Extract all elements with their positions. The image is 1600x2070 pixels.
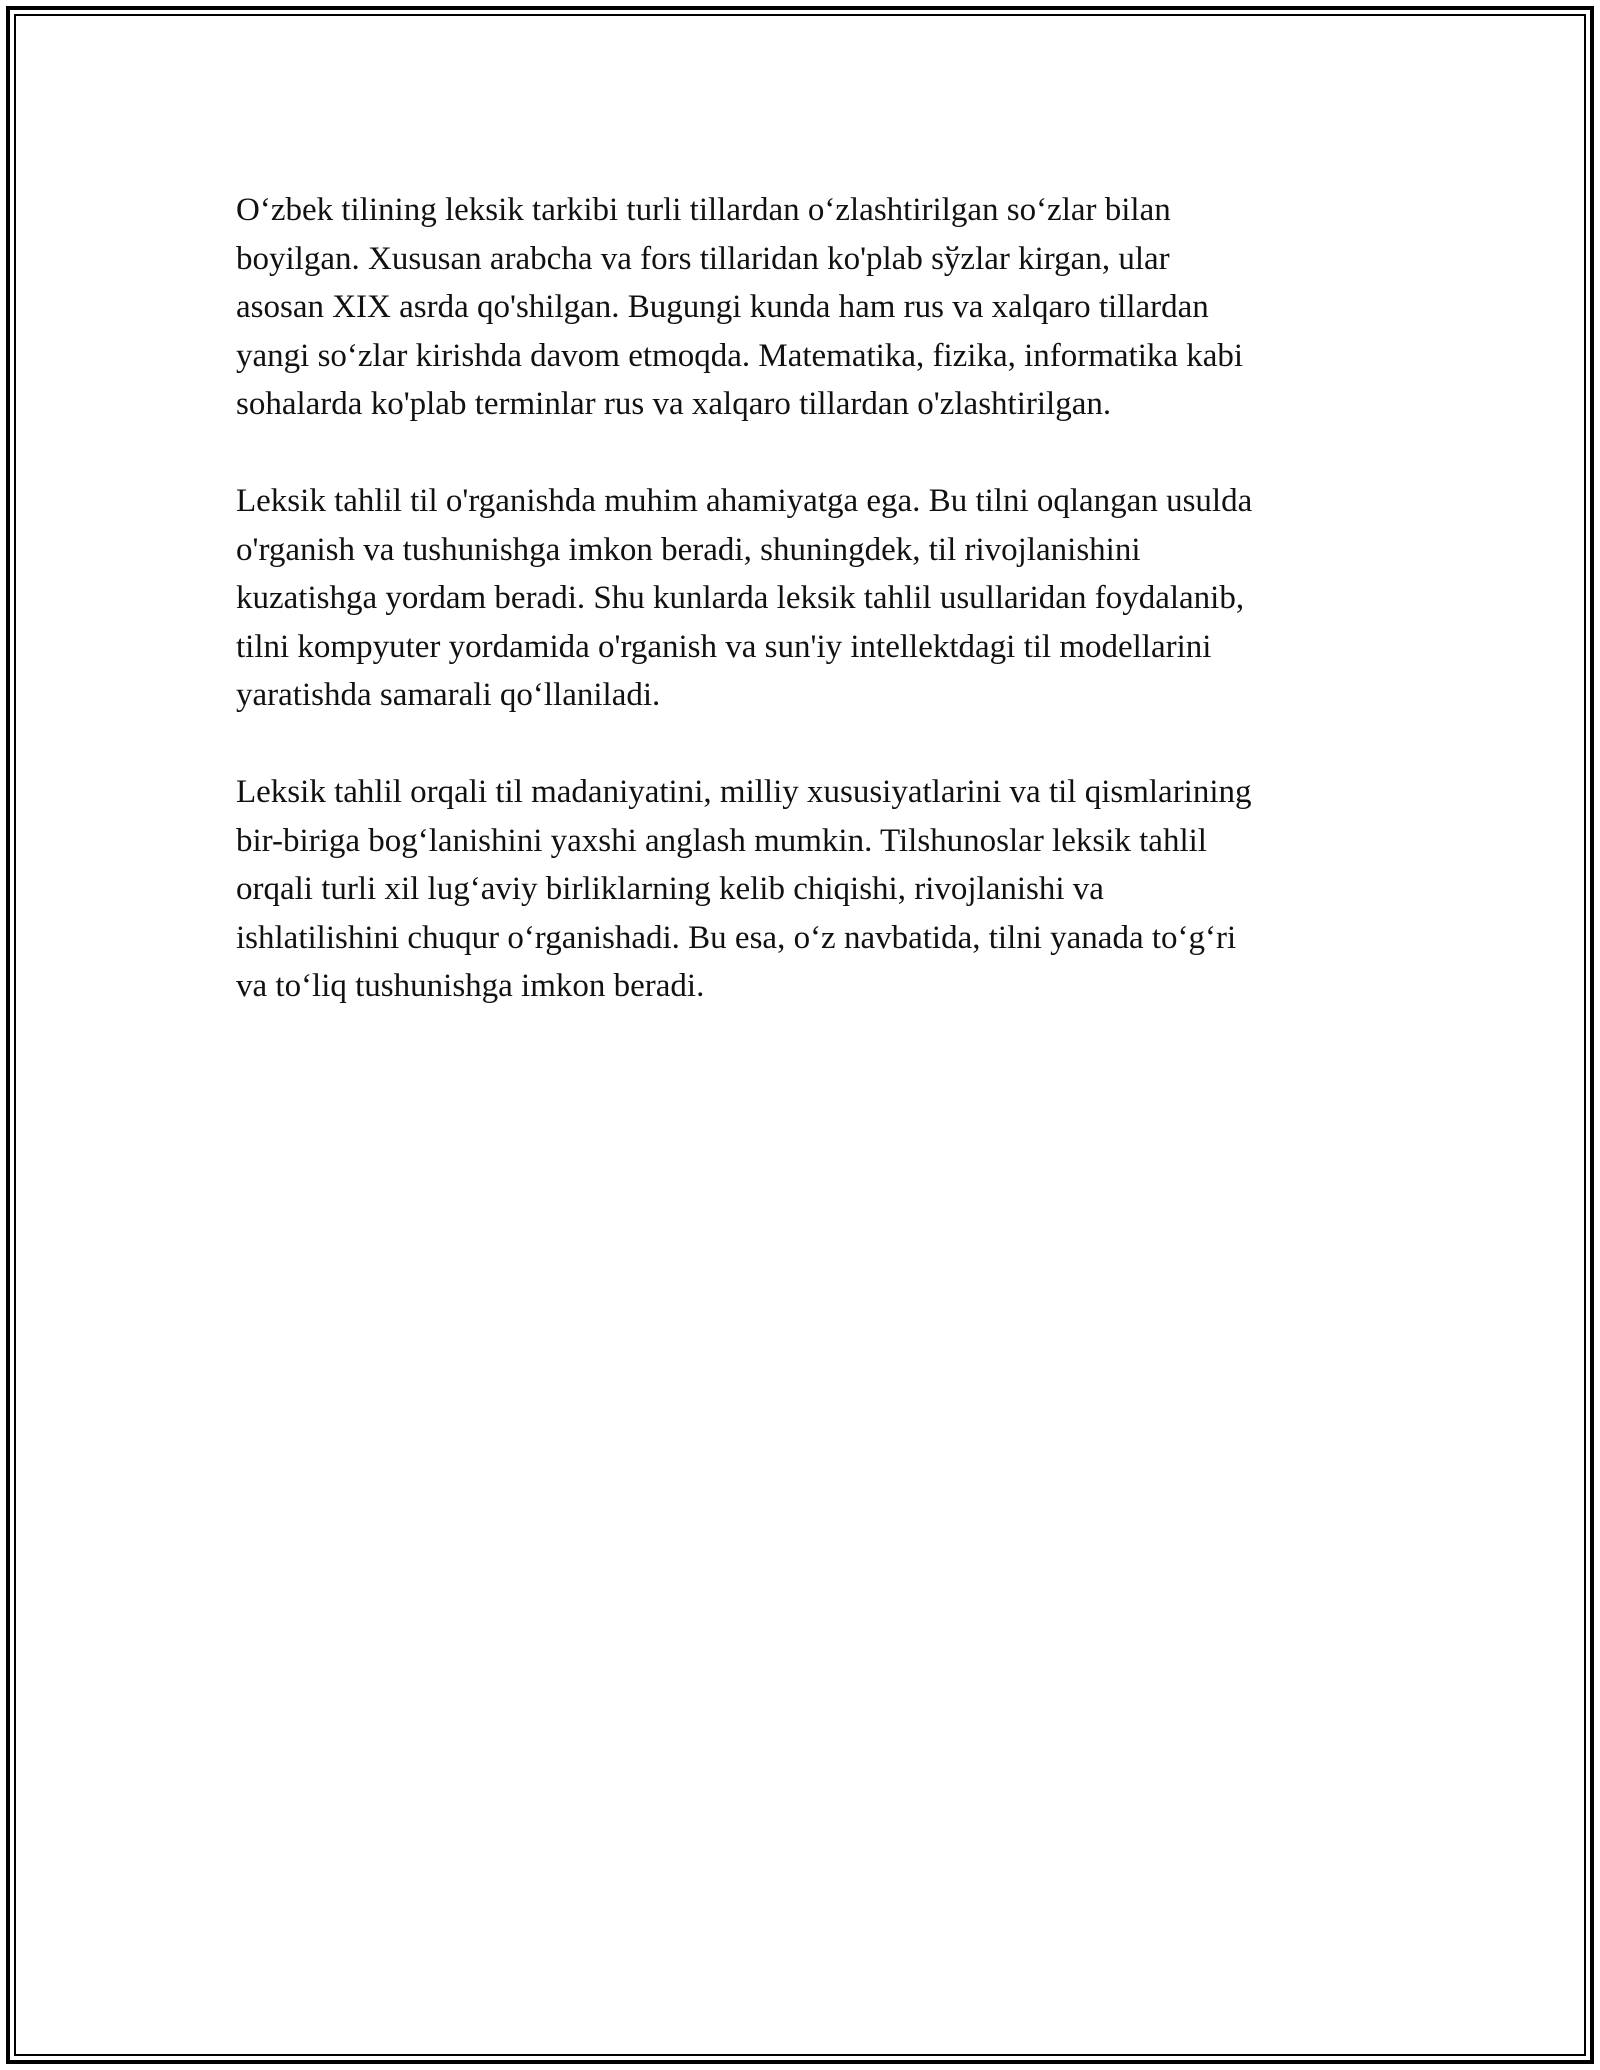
document-body [236, 186, 1386, 1059]
paragraph-3: Leksik tahlil orqali til madaniyatini, milliy xususiyatlarini va til qismlarining bir-biriga bog‘lanishini yaxshi anglash mumkin. Tilshunoslar leksik tahlil orqali turli xil lug‘aviy birliklarning kelib chiqishi, rivojlanishi va ishlatilishini chuqur o‘rganishadi. Bu esa, o‘z navbatida, tilni yanada to‘g‘ri va to‘liq tushunishga imkon beradi. [236, 774, 1252, 1004]
paragraph-2: Leksik tahlil til o'rganishda muhim ahamiyatga ega. Bu tilni oqlangan usulda o'rganish va tushunishga imkon beradi, shuningdek, til rivojlanishini kuzatishga yordam beradi. Shu kunlarda leksik tahlil usullaridan foydalanib, tilni kompyuter yordamida o'rganish va sun'iy intellektdagi til modellarini yaratishda samarali qo‘llaniladi. [236, 483, 1253, 713]
paragraph-1: O‘zbek tilining leksik tarkibi turli tillardan o‘zlashtirilgan so‘zlar bilan boyilgan. Xususan arabcha va fors tillaridan ko'plab sўzlar kirgan, ular asosan XIX asrda qo'shilgan. Bugungi kunda ham rus va xalqaro tillardan yangi so‘zlar kirishda davom etmoqda. Matematika, fizika, informatika kabi sohalarda ko'plab terminlar rus va xalqaro tillardan o'zlashtirilgan. [236, 192, 1244, 422]
